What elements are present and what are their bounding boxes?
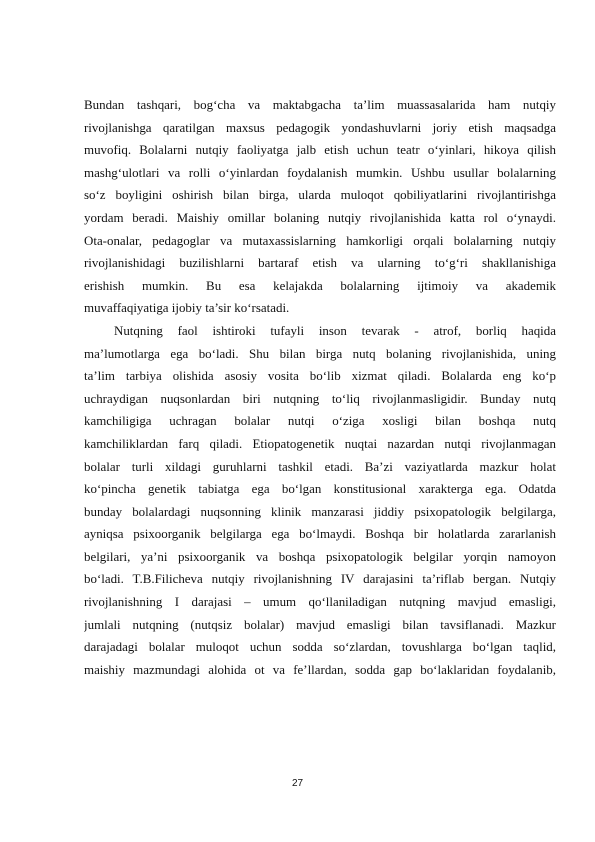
text-line: uchraydigan nuqsonlardan biri nutqning to‘liq rivojlanmasligidir. Bunday nutq bbox=[84, 390, 556, 406]
text-line: rivojlanishning I darajasi – umum qo‘llaniladigan nutqning mavjud emasligi, bbox=[84, 594, 556, 610]
text-line: muvofiq. Bolalarni nutqiy faoliyatga jalb etish uchun teatr o‘yinlari, hikoya qilish bbox=[84, 142, 556, 158]
text-line: kamchiliklardan farq qiladi. Etiopatogenetik nuqtai nazardan nutqi rivojlanmagan bbox=[84, 435, 556, 451]
page-number: 27 bbox=[291, 778, 304, 789]
text-line: Nutqning faol ishtiroki tufayli inson tevarak - atrof, borliq haqida bbox=[114, 322, 556, 338]
text-line: kamchiligiga uchragan bolalar nutqi o‘ziga xosligi bilan boshqa nutq bbox=[84, 413, 556, 429]
text-line: rivojlanishga qaratilgan maxsus pedagogik yondashuvlarni joriy etish maqsadga bbox=[84, 119, 556, 135]
text-line: mashg‘ulotlari va rolli o‘yinlardan foydalanish mumkin. Ushbu usullar bolalarning bbox=[84, 164, 556, 180]
text-line: muvaffaqiyatiga ijobiy ta’sir ko‘rsatadi. bbox=[84, 300, 290, 316]
text-line: bo‘ladi. T.B.Filicheva nutqiy rivojlanishning IV darajasini ta’riflab bergan. Nutqiy bbox=[84, 571, 556, 587]
text-line: ta’lim tarbiya olishida asosiy vosita bo‘lib xizmat qiladi. Bolalarda eng ko‘p bbox=[84, 368, 556, 384]
text-line: maishiy mazmundagi alohida ot va fe’llardan, sodda gap bo‘laklaridan foydalanib, bbox=[84, 661, 556, 677]
text-line: ko‘pincha genetik tabiatga ega bo‘lgan konstitusional xarakterga ega. Odatda bbox=[84, 481, 556, 497]
body-text bbox=[84, 94, 556, 681]
text-line: erishish mumkin. Bu esa kelajakda bolalarning ijtimoiy va akademik bbox=[84, 277, 556, 293]
text-line: yordam beradi. Maishiy omillar bolaning nutqiy rivojlanishida katta rol o‘ynaydi. bbox=[84, 209, 556, 225]
text-line: bolalar turli xildagi guruhlarni tashkil etadi. Ba’zi vaziyatlarda mazkur holat bbox=[84, 458, 556, 474]
text-line: belgilari, ya’ni psixoorganik va boshqa psixopatologik belgilar yorqin namoyon bbox=[84, 548, 556, 564]
text-line: darajadagi bolalar muloqot uchun sodda so‘zlardan, tovushlarga bo‘lgan taqlid, bbox=[84, 639, 556, 655]
text-line: rivojlanishidagi buzilishlarni bartaraf etish va ularning to‘g‘ri shakllanishiga bbox=[84, 255, 556, 271]
text-line: jumlali nutqning (nutqsiz bolalar) mavjud emasligi bilan tavsiflanadi. Mazkur bbox=[84, 616, 556, 632]
text-line: bunday bolalardagi nuqsonning klinik manzarasi jiddiy psixopatologik belgilarga, bbox=[84, 503, 556, 519]
text-line: Bundan tashqari, bog‘cha va maktabgacha ta’lim muassasalarida ham nutqiy bbox=[84, 97, 556, 112]
text-line: Ota-onalar, pedagoglar va mutaxassislarning hamkorligi orqali bolalarning nutqiy bbox=[84, 232, 556, 248]
text-line: ayniqsa psixoorganik belgilarga ega bo‘lmaydi. Boshqa bir holatlarda zararlanish bbox=[84, 526, 556, 542]
paragraph-2 bbox=[84, 320, 556, 682]
text-line: ma’lumotlarga ega bo‘ladi. Shu bilan birga nutq bolaning rivojlanishida, uning bbox=[84, 345, 556, 361]
paragraph-1 bbox=[84, 94, 556, 320]
text-line: so‘z boyligini oshirish bilan birga, ularda muloqot qobiliyatlarini rivojlantirishga bbox=[84, 187, 556, 203]
